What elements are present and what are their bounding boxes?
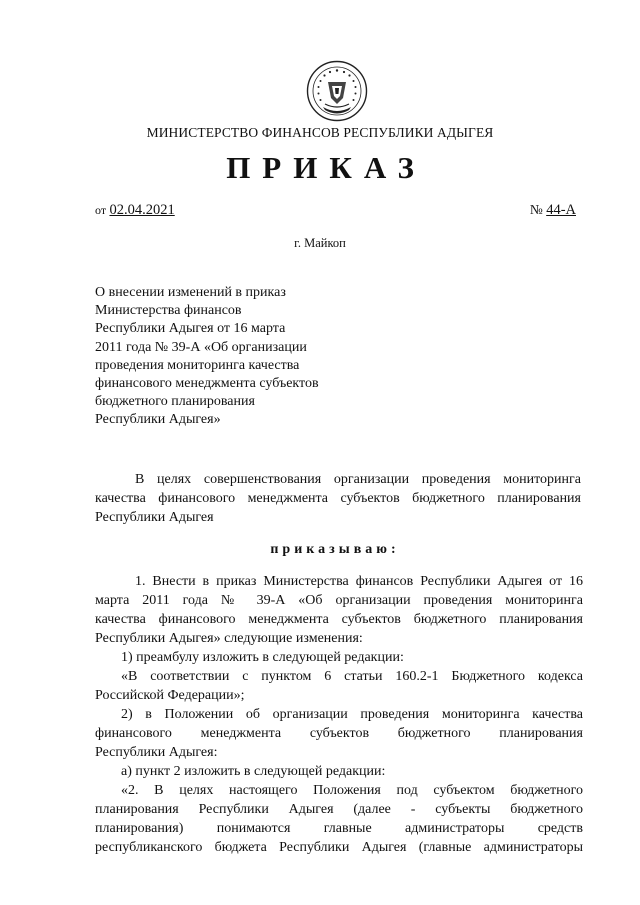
decree-word: приказываю: — [270, 542, 400, 557]
subject-line: финансового менеджмента субъектов — [95, 376, 319, 392]
order-body — [95, 572, 583, 857]
order-number — [530, 202, 576, 219]
body-line: 2) в Положении об организации проведения мониторинга качества — [121, 707, 583, 722]
subject-line: проведения мониторинга качества — [95, 357, 300, 373]
subject-line: Республики Адыгея от 16 марта — [95, 321, 286, 337]
number-prefix: № — [529, 202, 543, 217]
body-line: Республики Адыгея: — [95, 745, 218, 760]
subject-line: О внесении изменений в приказ — [95, 285, 286, 300]
body-line: 1. Внести в приказ Министерства финансов Республики Адыгея от 16 — [135, 574, 583, 589]
body-line: «В соответствии с пунктом 6 статьи 160.2-1 Бюджетного кодекса — [121, 669, 583, 684]
body-line: планирования) понимаются главные администраторы средств — [95, 821, 583, 836]
body-line: Российской Федерации»; — [95, 688, 245, 703]
body-line: Республики Адыгея» следующие изменения: — [95, 631, 363, 646]
body-line: финансового менеджмента субъектов бюджетного планирования — [95, 726, 583, 741]
ministry-name: МИНИСТЕРСТВО ФИНАНСОВ РЕСПУБЛИКИ АДЫГЕЯ — [146, 125, 494, 140]
order-date — [95, 202, 175, 219]
body-line: а) пункт 2 изложить в следующей редакции: — [121, 764, 386, 779]
subject-line: Республики Адыгея» — [95, 412, 221, 428]
body-line: планирования Республики Адыгея (далее - субъекты бюджетного — [95, 802, 583, 817]
date-value: 02.04.2021 — [109, 202, 175, 218]
subject-line: Министерства финансов — [95, 303, 242, 319]
preamble-line: В целях совершенствования организации проведения мониторинга — [135, 472, 581, 487]
body-line: 1) преамбулу изложить в следующей редакции: — [121, 650, 404, 665]
body-line: «2. В целях настоящего Положения под субъектом бюджетного — [121, 783, 583, 798]
body-line: качества финансового менеджмента субъектов бюджетного планирования — [95, 612, 583, 627]
body-line: республиканского бюджета Республики Адыгея (главные администраторы — [95, 840, 583, 855]
order-subject — [95, 284, 395, 430]
city: г. Майкоп — [294, 236, 346, 250]
preamble-line: Республики Адыгея — [95, 510, 214, 525]
body-line: марта 2011 года № 39-А «Об организации проведения мониторинга — [95, 593, 583, 608]
preamble-line: качества финансового менеджмента субъектов бюджетного планирования — [95, 491, 581, 506]
number-value: 44-А — [546, 202, 576, 218]
preamble — [95, 470, 581, 527]
coat-of-arms-icon — [306, 60, 368, 122]
date-prefix: от — [95, 203, 107, 217]
subject-line: бюджетного планирования — [95, 394, 255, 410]
subject-line: 2011 года № 39-А «Об организации — [95, 339, 307, 355]
document-type-title: ПРИКАЗ — [226, 150, 426, 185]
